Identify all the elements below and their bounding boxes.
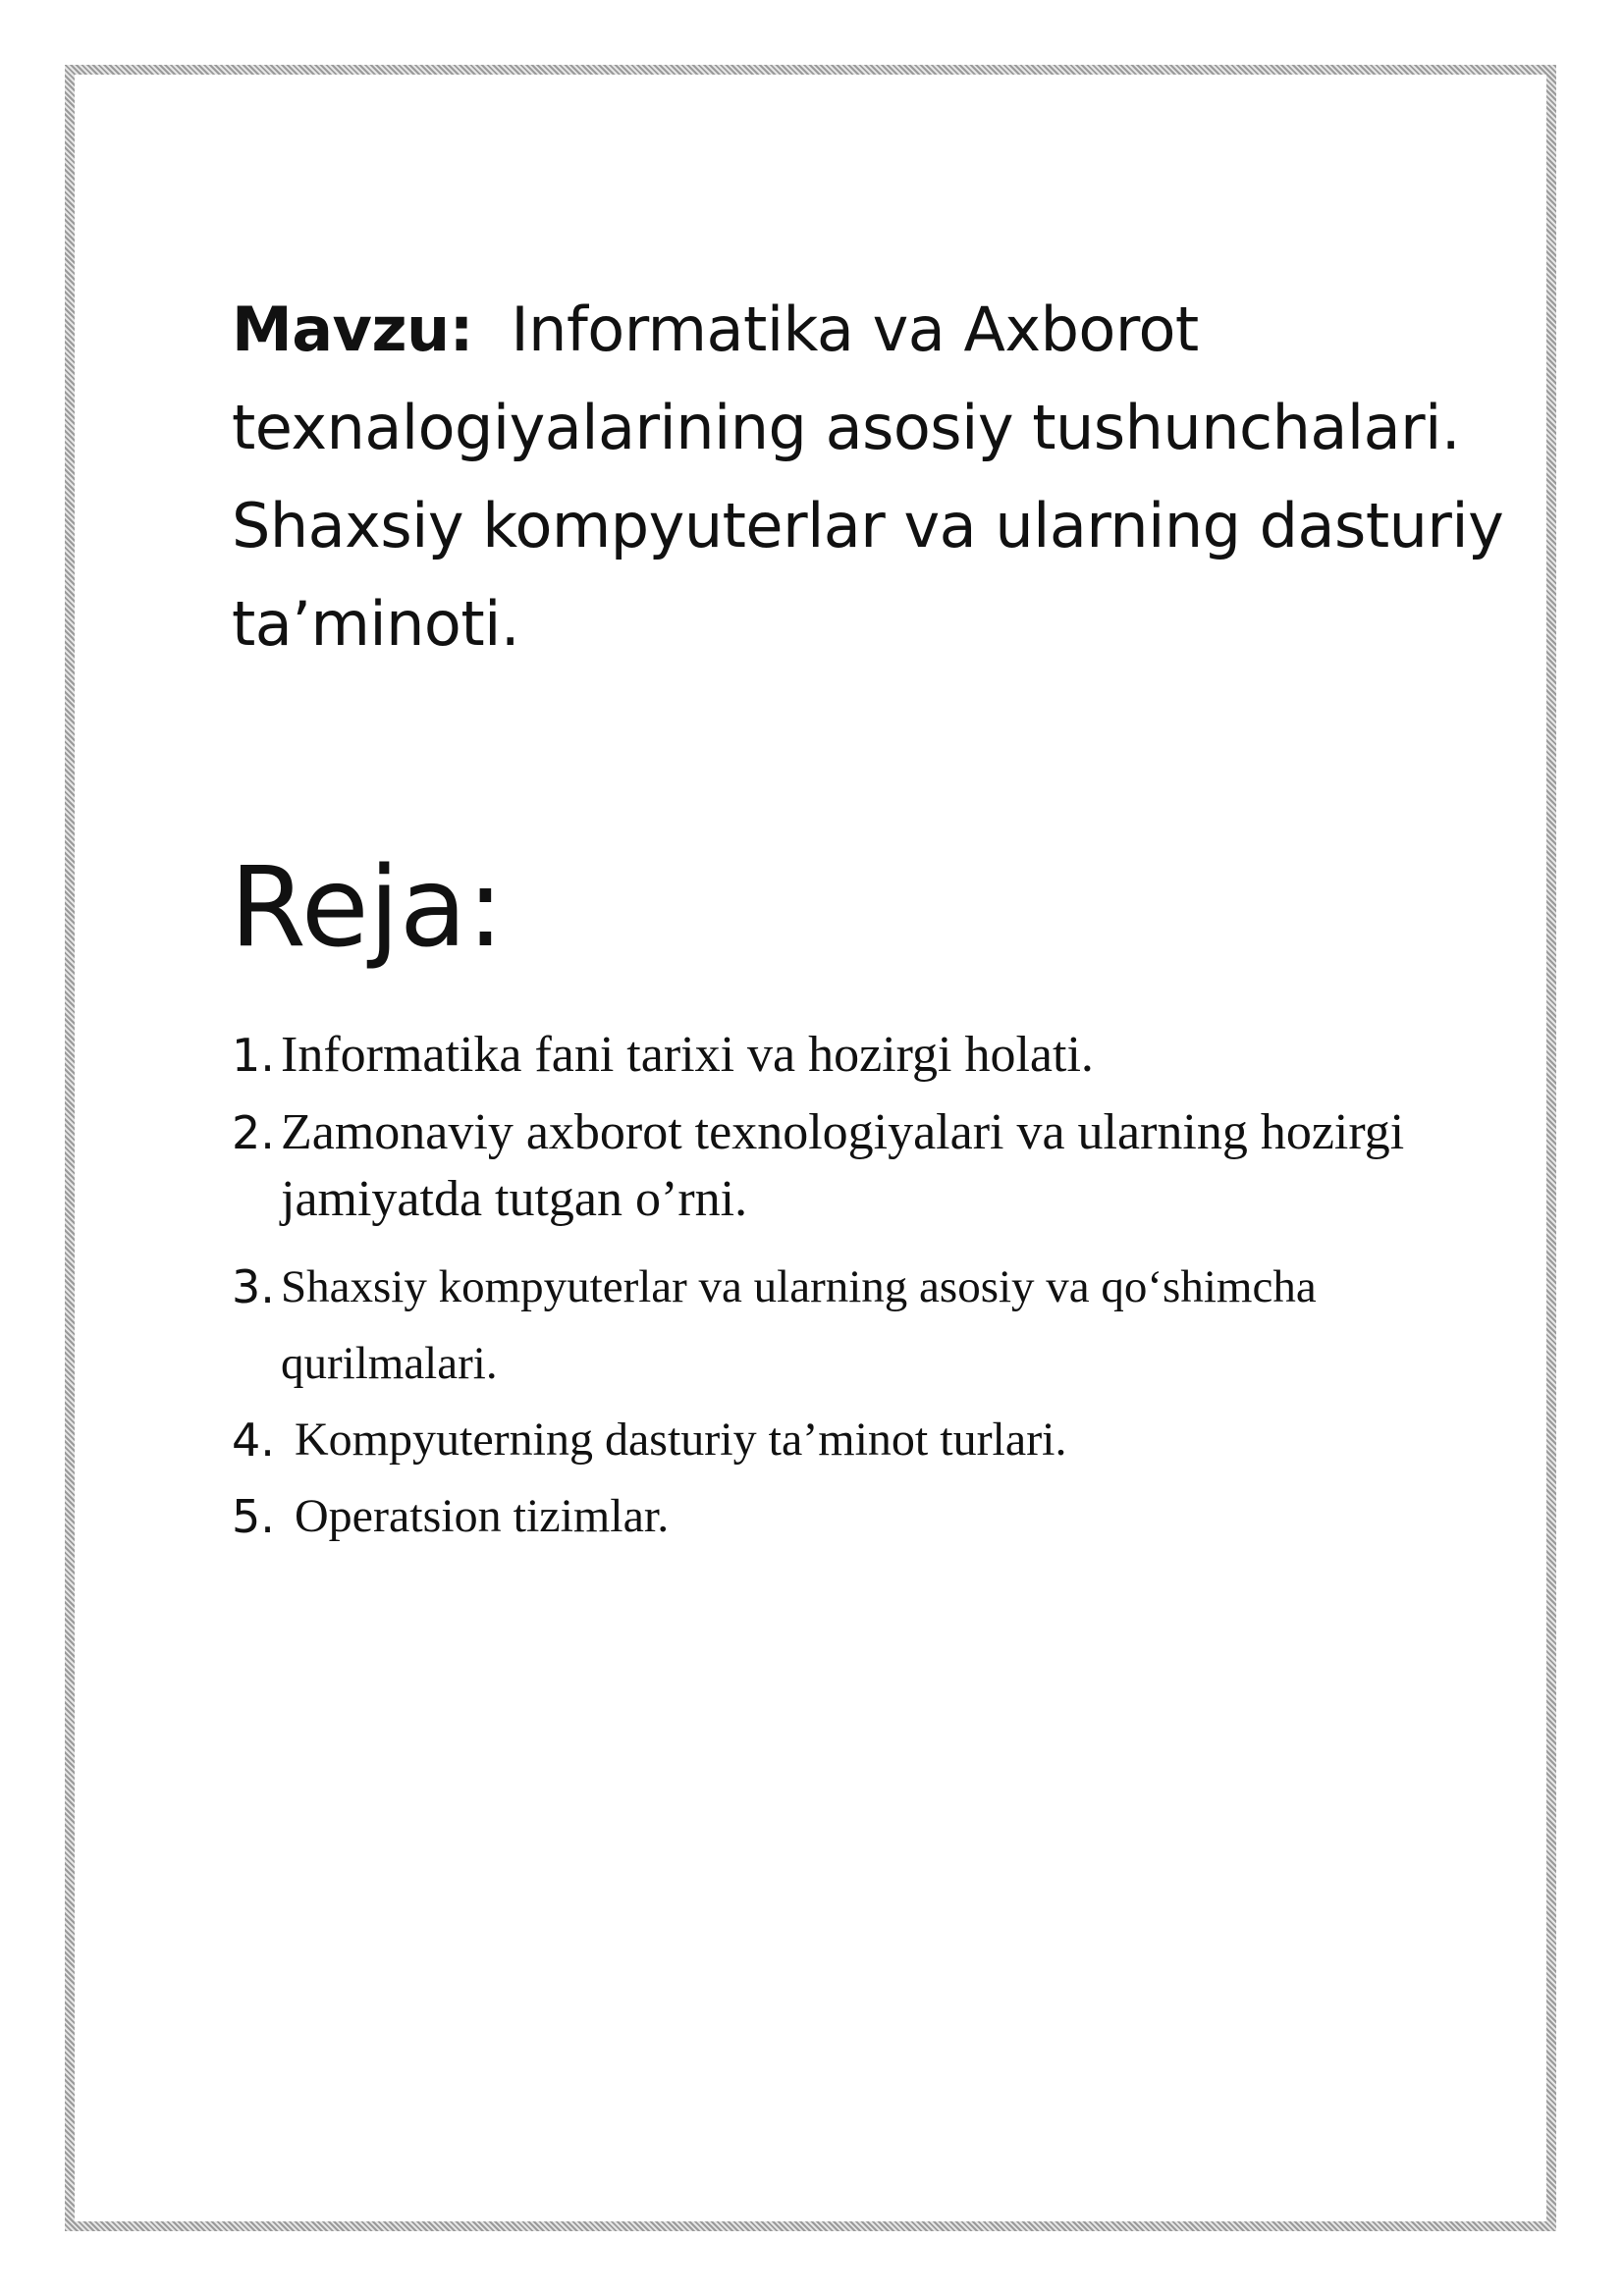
plan-item-number: 1.: [232, 1029, 275, 1082]
plan-item: [232, 1021, 1508, 1090]
plan-item: [232, 1099, 1508, 1233]
plan-title: Reja:: [230, 844, 505, 972]
plan-item: [232, 1402, 1508, 1478]
plan-list: [232, 1021, 1508, 1555]
plan-item-text: Operatsion tizimlar.: [295, 1490, 670, 1542]
plan-item-text: Kompyuterning dasturiy ta’minot turlari.: [295, 1414, 1067, 1466]
plan-item-text: Shaxsiy kompyuterlar va ularning asosiy va qo‘shimcha qurilmalari.: [281, 1261, 1317, 1389]
topic-label: Mavzu:: [232, 294, 473, 365]
topic-heading: [232, 281, 1508, 673]
plan-item: [232, 1249, 1508, 1402]
plan-item-number: 5.: [232, 1490, 275, 1543]
plan-item-text: Informatika fani tarixi va hozirgi holati.: [281, 1027, 1094, 1083]
plan-item: [232, 1478, 1508, 1555]
plan-item-number: 3.: [232, 1260, 275, 1313]
plan-item-number: 2.: [232, 1106, 275, 1159]
plan-item-number: 4.: [232, 1414, 275, 1467]
plan-item-text: Zamonaviy axborot texnologiyalari va ularning hozirgi jamiyatda tutgan o’rni.: [281, 1104, 1405, 1227]
topic-text: Informatika va Axborot texnalogiyalarining asosiy tushunchalari. Shaxsiy kompyuterlar va ularning dasturiy ta’minoti.: [232, 294, 1504, 660]
